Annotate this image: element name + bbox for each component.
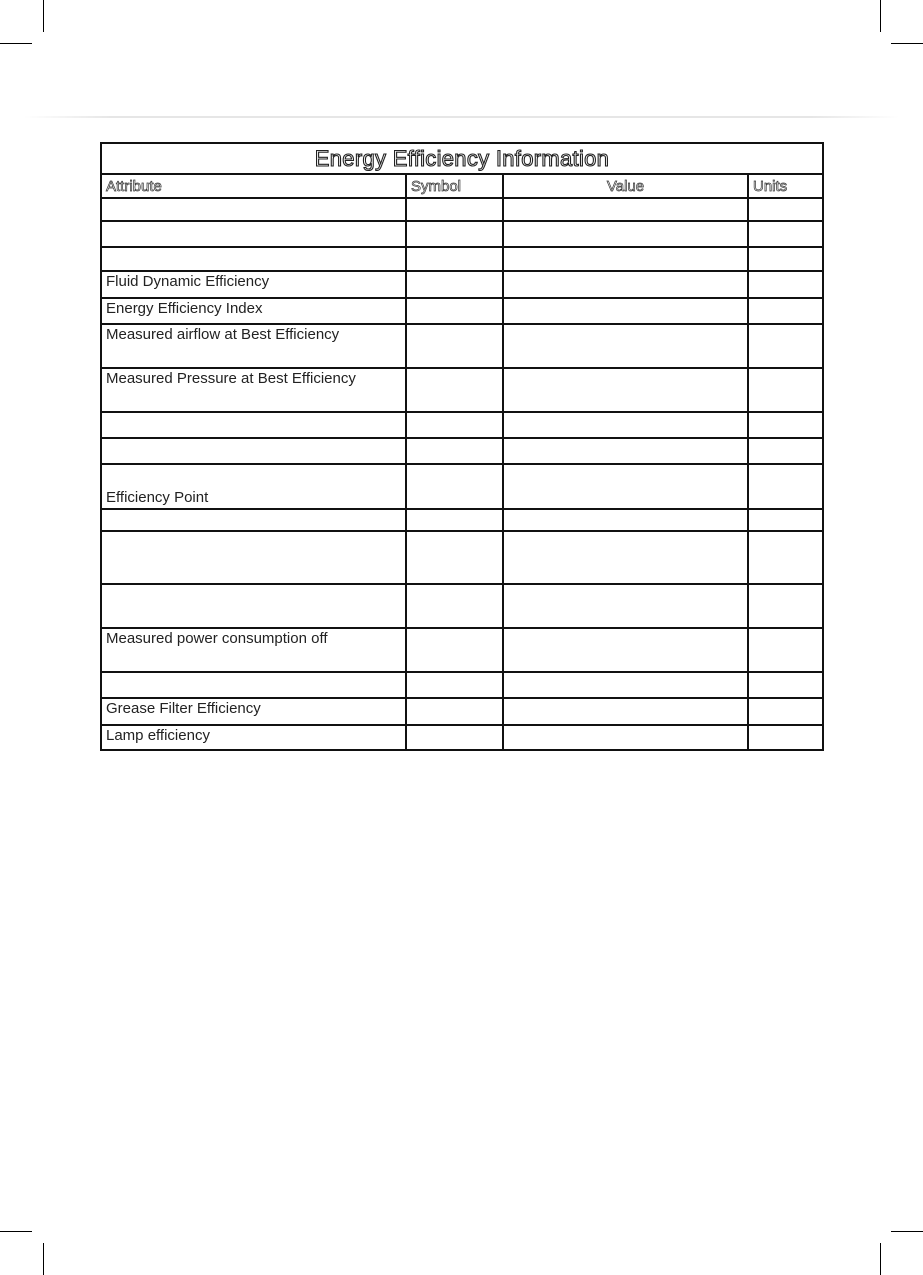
- table-row: [101, 271, 823, 298]
- units-cell: [748, 628, 823, 672]
- attribute-cell: [101, 672, 406, 698]
- energy-efficiency-table: [100, 142, 824, 751]
- table-row: [101, 464, 823, 509]
- attribute-cell: Measured power consumption off: [101, 628, 406, 672]
- value-cell: [503, 438, 748, 464]
- units-cell: [748, 438, 823, 464]
- table-row: [101, 509, 823, 531]
- attribute-cell: [101, 412, 406, 438]
- attribute-cell: [101, 221, 406, 247]
- symbol-cell: [406, 221, 503, 247]
- symbol-cell: [406, 324, 503, 368]
- value-cell: [503, 221, 748, 247]
- units-cell: [748, 324, 823, 368]
- units-cell: [748, 198, 823, 221]
- symbol-cell: [406, 672, 503, 698]
- table-row: [101, 221, 823, 247]
- units-cell: [748, 271, 823, 298]
- table-row: [101, 198, 823, 221]
- value-cell: [503, 247, 748, 271]
- units-cell: [748, 725, 823, 750]
- symbol-cell: [406, 725, 503, 750]
- table-row: [101, 298, 823, 324]
- table-row: [101, 725, 823, 750]
- table-header-row: [101, 174, 823, 198]
- column-header-value: Value: [503, 174, 748, 198]
- table-row: [101, 324, 823, 368]
- crop-mark-bottom-right-vertical: [880, 1243, 881, 1275]
- units-cell: [748, 672, 823, 698]
- value-cell: [503, 464, 748, 509]
- units-cell: [748, 221, 823, 247]
- value-cell: [503, 324, 748, 368]
- table-row: [101, 531, 823, 584]
- symbol-cell: [406, 509, 503, 531]
- attribute-cell: Efficiency Point: [101, 464, 406, 509]
- table-row: [101, 628, 823, 672]
- crop-mark-top-left-horizontal: [0, 43, 32, 44]
- attribute-cell: Measured airflow at Best Efficiency: [101, 324, 406, 368]
- table-row: [101, 412, 823, 438]
- value-cell: [503, 698, 748, 725]
- crop-mark-top-left-vertical: [43, 0, 44, 32]
- attribute-cell: [101, 584, 406, 628]
- attribute-cell: [101, 509, 406, 531]
- symbol-cell: [406, 628, 503, 672]
- table-row: [101, 584, 823, 628]
- table-row: [101, 247, 823, 271]
- header-divider: [24, 116, 899, 118]
- column-header-units: Units: [748, 174, 823, 198]
- attribute-cell: Fluid Dynamic Efficiency: [101, 271, 406, 298]
- table-row: [101, 368, 823, 412]
- attribute-cell: [101, 531, 406, 584]
- symbol-cell: [406, 584, 503, 628]
- units-cell: [748, 464, 823, 509]
- column-header-attribute: Attribute: [101, 174, 406, 198]
- symbol-cell: [406, 247, 503, 271]
- symbol-cell: [406, 368, 503, 412]
- attribute-cell: Grease Filter Efficiency: [101, 698, 406, 725]
- units-cell: [748, 584, 823, 628]
- crop-mark-bottom-left-horizontal: [0, 1231, 32, 1232]
- value-cell: [503, 672, 748, 698]
- symbol-cell: [406, 438, 503, 464]
- symbol-cell: [406, 298, 503, 324]
- column-header-symbol: Symbol: [406, 174, 503, 198]
- attribute-cell: Lamp efficiency: [101, 725, 406, 750]
- value-cell: [503, 368, 748, 412]
- units-cell: [748, 368, 823, 412]
- value-cell: [503, 271, 748, 298]
- units-cell: [748, 247, 823, 271]
- attribute-cell: [101, 247, 406, 271]
- value-cell: [503, 412, 748, 438]
- value-cell: [503, 198, 748, 221]
- crop-mark-bottom-right-horizontal: [891, 1231, 923, 1232]
- symbol-cell: [406, 464, 503, 509]
- attribute-cell: [101, 438, 406, 464]
- symbol-cell: [406, 531, 503, 584]
- units-cell: [748, 298, 823, 324]
- crop-mark-top-right-horizontal: [891, 43, 923, 44]
- units-cell: [748, 509, 823, 531]
- value-cell: [503, 628, 748, 672]
- value-cell: [503, 584, 748, 628]
- symbol-cell: [406, 698, 503, 725]
- attribute-cell: Measured Pressure at Best Efficiency: [101, 368, 406, 412]
- units-cell: [748, 412, 823, 438]
- crop-mark-top-right-vertical: [880, 0, 881, 32]
- units-cell: [748, 698, 823, 725]
- value-cell: [503, 509, 748, 531]
- table-row: [101, 698, 823, 725]
- table-row: [101, 438, 823, 464]
- symbol-cell: [406, 271, 503, 298]
- attribute-cell: Energy Efficiency Index: [101, 298, 406, 324]
- symbol-cell: [406, 412, 503, 438]
- value-cell: [503, 531, 748, 584]
- value-cell: [503, 298, 748, 324]
- value-cell: [503, 725, 748, 750]
- units-cell: [748, 531, 823, 584]
- attribute-cell: [101, 198, 406, 221]
- table-row: [101, 672, 823, 698]
- table-title: Energy Efficiency Information: [101, 143, 823, 174]
- symbol-cell: [406, 198, 503, 221]
- crop-mark-bottom-left-vertical: [43, 1243, 44, 1275]
